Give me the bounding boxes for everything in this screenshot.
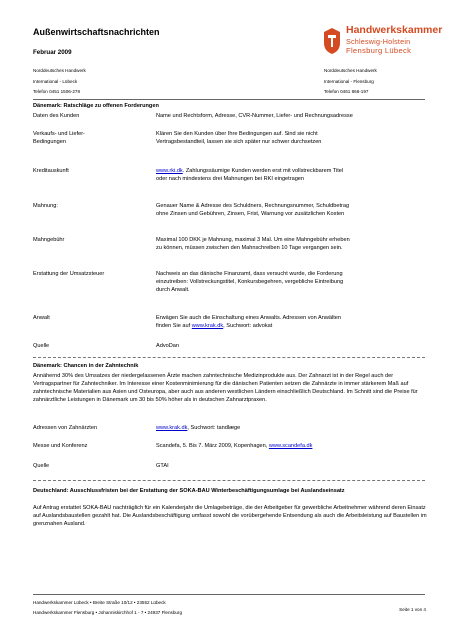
address-luebeck: Norddeutsches Handwerk International - Lübeck Telefon 0451 1506-278: [33, 68, 86, 94]
row-value: Genauer Name & Adresse des Schuldners, Rechnungsnummer, Schuldbetrag ohne Zinsen und Gebühren, Zinsen, Frist, Warnung vor zusätzlichen Kosten: [156, 203, 350, 217]
row-label: Adressen von Zahnärzten: [33, 425, 98, 431]
row-label: Messe und Konferenz: [33, 443, 88, 449]
page-number: Seite 1 von 4: [399, 607, 426, 612]
section-body: Auf Antrag erstattet SOKA-BAU nachträglich für ein Kalenderjahr die Umlagebeträge, die der Arbeitgeber für gewerbliche Arbeitnehmer während deren Einsatz auf Auslandsbaustellen gezahlt hat. Die Auslandsbeschäftigung umfasst sowohl die vorübergehende Entsendung als auch die Arbeitsleistung auf Baustellen im grenznahen Ausland.: [33, 505, 427, 527]
row-label: Mahnung:: [33, 203, 58, 209]
document-title: Außenwirtschaftsnachrichten: [33, 27, 160, 37]
section-divider: [33, 357, 425, 358]
rki-link[interactable]: www.rki.dk: [156, 168, 183, 174]
row-value: Maximal 100 DKK je Mahnung, maximal 3 Mal. Um eine Mahngebühr erheben zu können, müssen zwischen den Mahnschreiben 10 Tage vergangen sein.: [156, 237, 350, 251]
logo-line-2: Schleswig-Holstein: [346, 37, 411, 46]
chamber-emblem-icon: [322, 27, 342, 55]
row-value: Klären Sie den Kunden über Ihre Bedingungen auf. Sind sie nicht Vertragsbestandteil, lassen sie sich später nur schwer durchsetzen: [156, 131, 322, 145]
scandefa-link[interactable]: www.scandefa.dk: [268, 443, 313, 449]
chamber-logo: [322, 21, 447, 61]
row-label: Verkaufs- und Liefer- Bedingungen: [33, 131, 85, 145]
row-value: www.krak.dk, Suchwort: tandlæge: [156, 425, 241, 431]
krak-link[interactable]: www.krak.dk: [191, 323, 224, 329]
section-title: Dänemark: Ratschläge zu offenen Forderungen: [33, 103, 159, 109]
section-divider: [33, 480, 425, 481]
footer-addresses: Handwerkskammer Lübeck • Breite Straße 10/12 • 23552 Lübeck Handwerkskammer Flensburg • Johanniskirchhof 1 - 7 • 24937 Flensburg: [33, 600, 183, 615]
row-value: Scandefa, 5. Bis 7. März 2009, Kopenhagen, www.scandefa.dk: [156, 443, 313, 449]
section-body: Annähernd 30% des Umsatzes der niedergelassenen Ärzte machen zahntechnische Medizinprodukte aus. Der Zahnarzt ist in der Regel auch der Vertragspartner für Zahntechniker. Im Interesse einer Kostenminimierung für die dänischen Patienten setzen die Zahnärzte in immer stärkerem Maß auf zahntechnische Materialien aus Asien und Osteuropa, aber auch aus anderen westlichen Ländern einschließlich Deutschland. Im Schnitt sind die Preise für zahnärztliche Leistungen in Dänemark um 30 bis 50% höher als in deutschen Zahnarztpraxen.: [33, 373, 418, 403]
row-label: Quelle: [33, 463, 50, 469]
footer-divider: [33, 594, 425, 595]
logo-line-1: Handwerkskammer: [346, 24, 443, 36]
address-flensburg: Norddeutsches Handwerk International - Flensburg Telefon 0461 866-197: [324, 68, 377, 94]
row-label: Anwalt: [33, 315, 50, 321]
row-value: GTAI: [156, 463, 169, 469]
section-title: Deutschland: Ausschlussfristen bei der Erstattung der SOKA-BAU Winterbeschäftigungsumlage bei Auslandseinsatz: [33, 488, 345, 494]
logo-line-3: Flensburg Lübeck: [346, 46, 412, 55]
row-value: www.rki.dk. Zahlungssäumige Kunden werden erst mit vollstreckbarem Titel oder nach mindestens drei Mahnungen bei RKI eingetragen: [156, 168, 344, 182]
row-value: Erwägen Sie auch die Einschaltung eines Anwalts. Adressen von Anwälten finden Sie auf www.krak.dk, Suchwort: advokat: [156, 315, 342, 329]
row-label: Erstattung der Umsatzsteuer: [33, 271, 105, 277]
row-value: Nachweis an das dänische Finanzamt, dass versucht wurde, die Forderung einzutreiben: Vollstreckungstitel, Konkursbegehren, vergebliche Eintreibung durch Anwalt.: [156, 271, 344, 293]
row-label: Quelle: [33, 343, 50, 349]
row-label: Kreditauskunft: [33, 168, 69, 174]
row-value: Name und Rechtsform, Adresse, CVR-Nummer, Liefer- und Rechnungsadresse: [156, 113, 353, 119]
row-label: Mahngebühr: [33, 237, 65, 243]
row-value: AdvoDan: [156, 343, 180, 349]
row-label: Daten des Kunden: [33, 113, 80, 119]
section-title: Dänemark: Chancen in der Zahntechnik: [33, 363, 139, 369]
header-divider: [33, 99, 425, 100]
issue-date: Februar 2009: [33, 49, 72, 56]
krak-link[interactable]: www.krak.dk: [156, 425, 188, 431]
